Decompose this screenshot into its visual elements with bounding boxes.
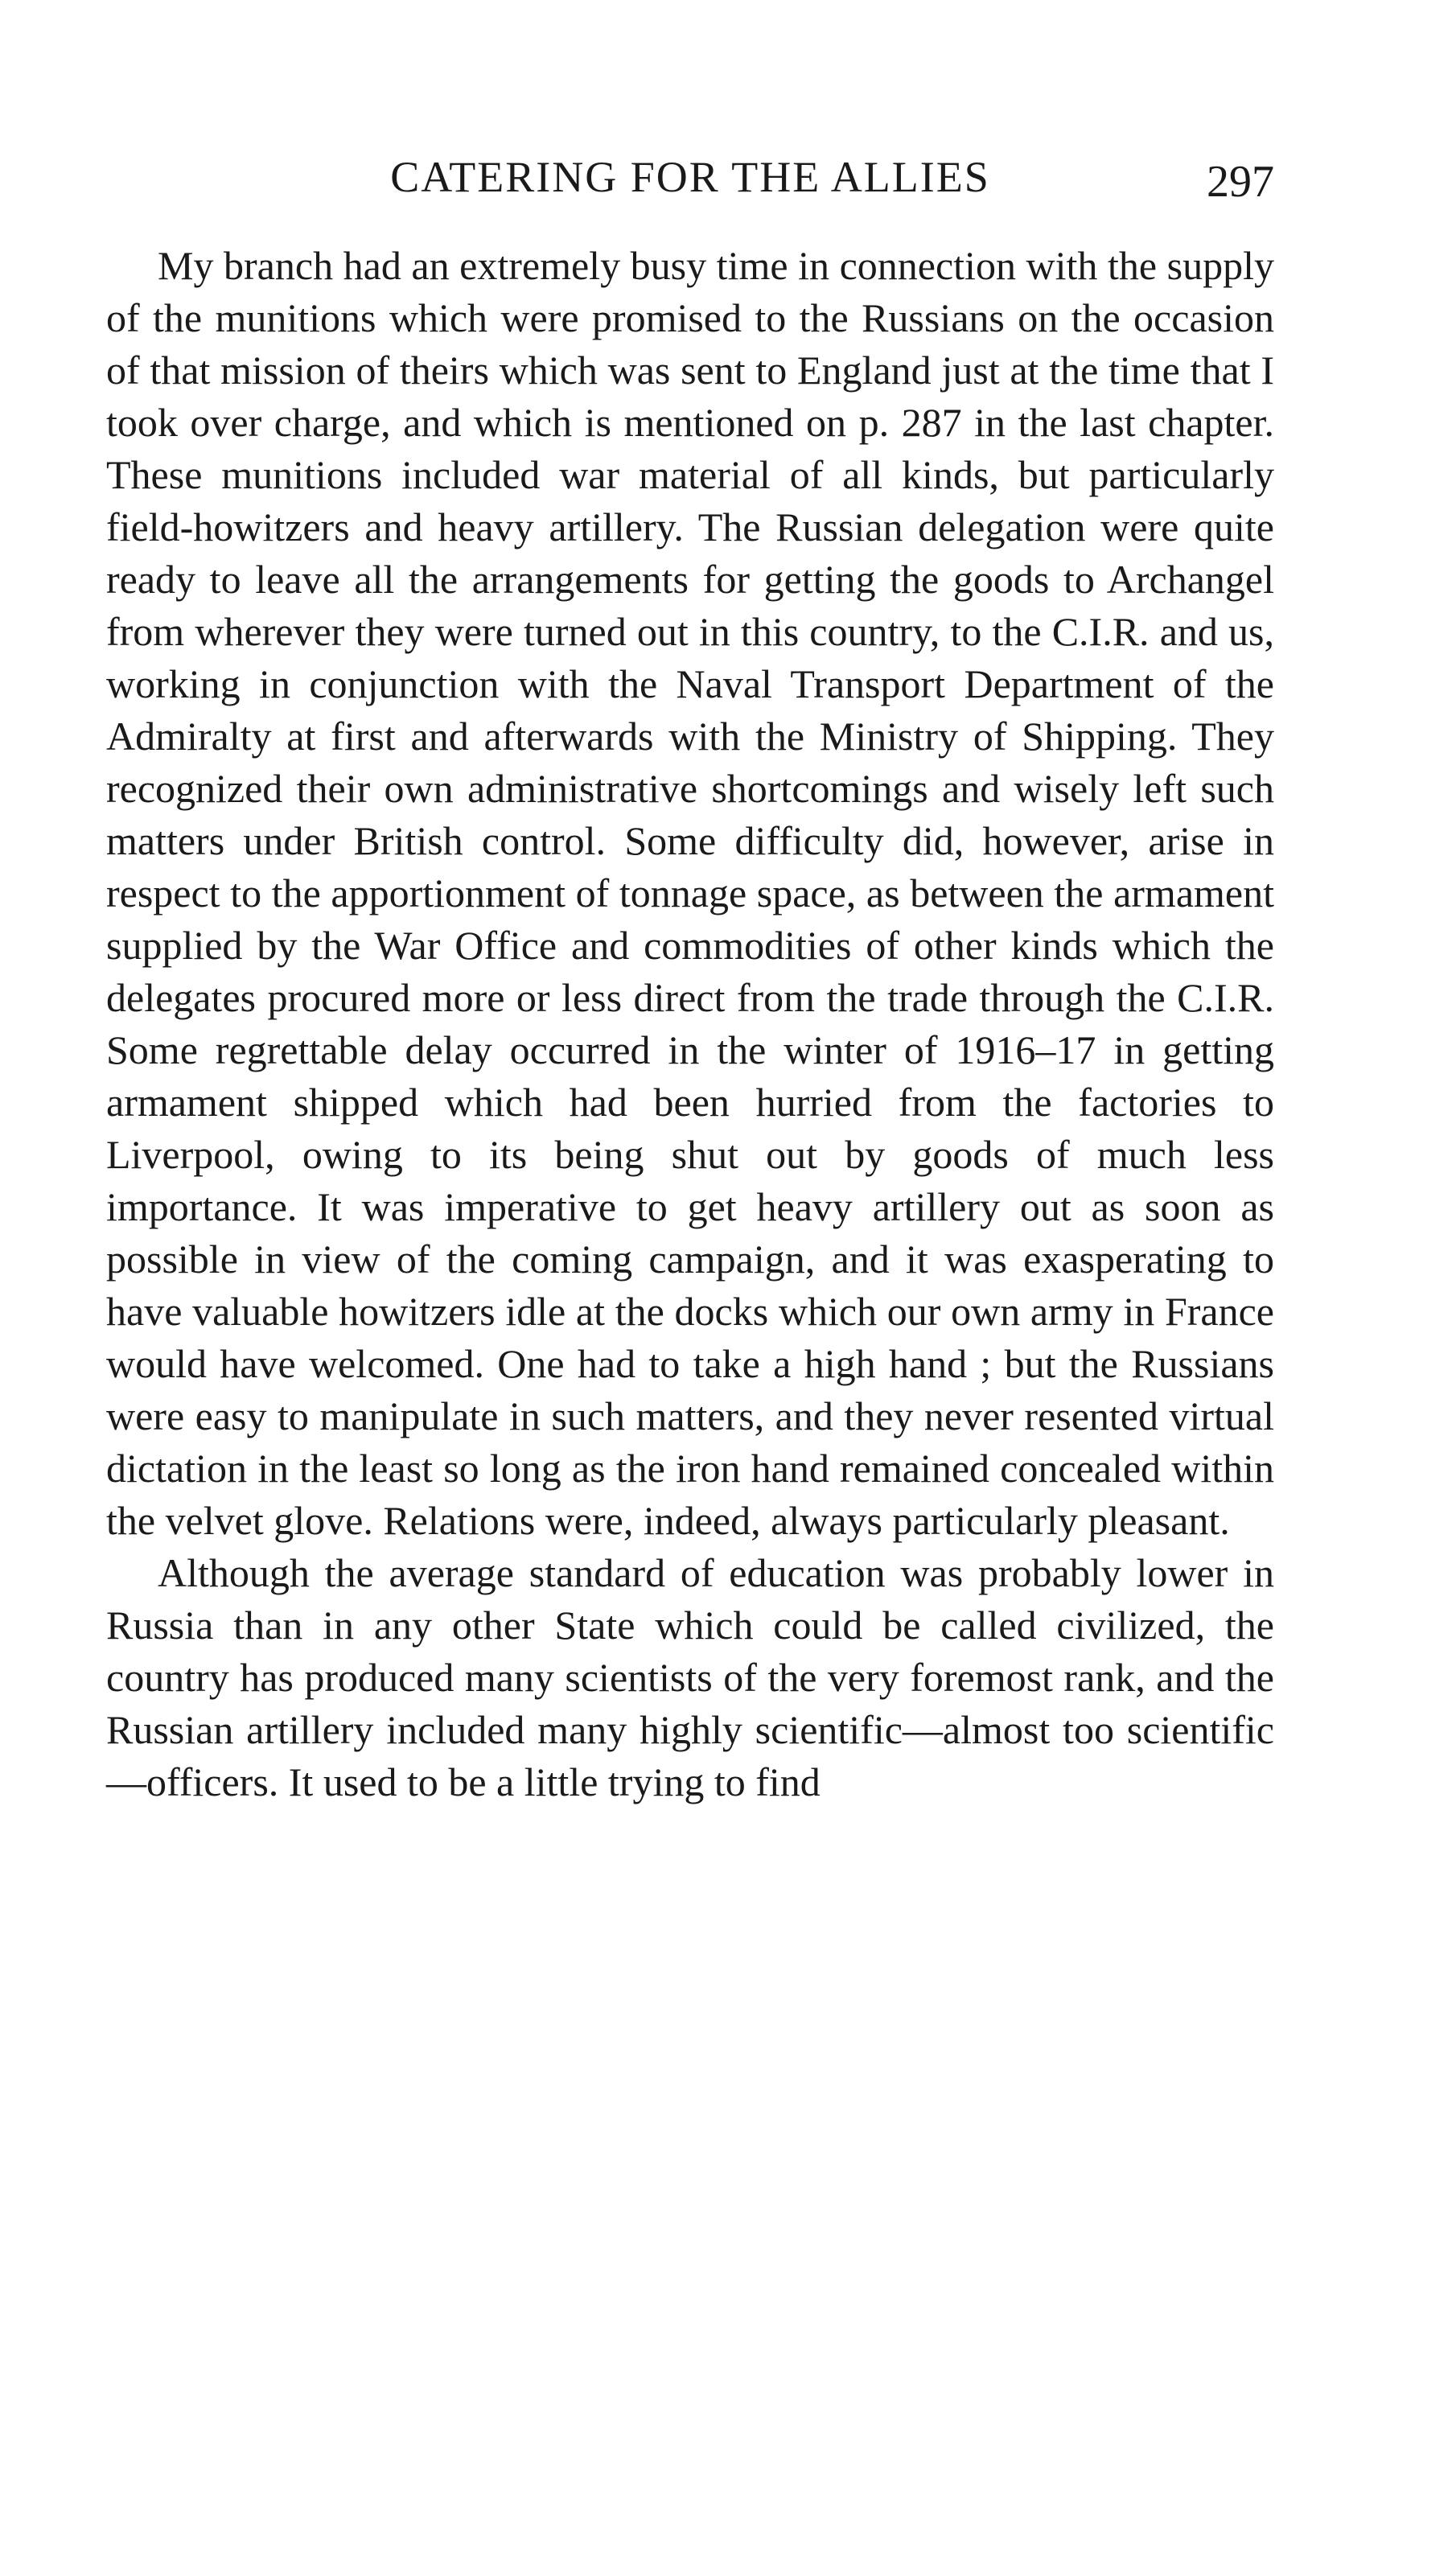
running-head [106, 145, 1274, 209]
paragraph: Although the average standard of education was probably lower in Russia than in any other State which could be called civilized, the country has produced many scientists of the very foremost rank, and the Russian artillery included many highly scientific—almost too scientific—officers. It used to be a little trying to find [106, 1550, 1274, 1804]
page-number: 297 [1207, 157, 1274, 207]
running-title: CATERING FOR THE ALLIES [390, 153, 990, 201]
paragraph: My branch had an extremely busy time in connection with the supply of the munitions which were promised to the Russians on the occasion of that mission of theirs which was sent to England just at the time that I took over charge, and which is mentioned on p. 287 in the last chapter. These munitions included war material of all kinds, but particularly field-howitzers and heavy artillery. The Russian delegation were quite ready to leave all the arrangements for getting the goods to Archangel from wherever they were turned out in this country, to the C.I.R. and us, working in conjunction with the Naval Transport Department of the Admiralty at first and afterwards with the Ministry of Shipping. They recognized their own administrative shortcomings and wisely left such matters under British control. Some difficulty did, however, arise in respect to the apportionment of tonnage space, as between the armament supplied by the War Office and commodities of other kinds which the delegates procured more or less direct from the trade through the C.I.R. Some regrettable delay occurred in the winter of 1916–17 in getting armament shipped which had been hurried from the factories to Liverpool, owing to its being shut out by goods of much less importance. It was imperative to get heavy artillery out as soon as possible in view of the coming campaign, and it was exasperating to have valuable howitzers idle at the docks which our own army in France would have welcomed. One had to take a high hand ; but the Russians were easy to manipulate in such matters, and they never resented virtual dictation in the least so long as the iron hand remained concealed within the velvet glove. Relations were, indeed, always particularly pleasant. [106, 243, 1274, 1543]
body-text [106, 240, 1274, 1808]
